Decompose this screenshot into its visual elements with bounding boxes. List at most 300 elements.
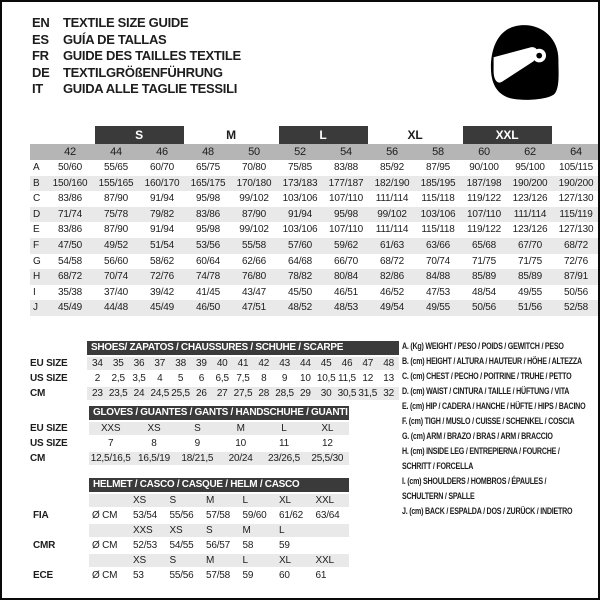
- size-value-cell: 72/76: [139, 269, 185, 285]
- helmet-size-label: L: [276, 523, 313, 538]
- language-title: TEXTILGRÖßENFÜHRUNG: [63, 64, 223, 80]
- spacer-cell: [30, 405, 89, 421]
- size-value-cell: 56/57: [203, 538, 240, 553]
- spacer-cell: [30, 144, 47, 160]
- size-value-cell: 61: [313, 568, 350, 582]
- size-value-cell: 12: [357, 371, 378, 386]
- language-code: EN: [32, 15, 50, 30]
- size-value-cell: 80/84: [323, 269, 369, 285]
- legend-item: [402, 444, 600, 474]
- size-value-cell: 91/94: [149, 224, 175, 236]
- size-value-cell: 53: [130, 568, 167, 582]
- size-value-cell: 111/114: [375, 224, 409, 236]
- row-label: I: [33, 286, 36, 298]
- size-column-header: 44: [93, 144, 139, 160]
- size-value-cell: 12,5/16,5: [90, 453, 131, 464]
- size-value-cell: 177/187: [323, 176, 369, 192]
- helmet-size-label: S: [167, 493, 204, 508]
- size-value-cell: L: [262, 421, 305, 436]
- language-row: [32, 32, 241, 49]
- size-value-cell: 107/110: [461, 207, 507, 223]
- size-value-cell: 51/54: [139, 238, 185, 254]
- size-value-cell: 58: [240, 538, 277, 553]
- size-value-cell: 10: [219, 436, 262, 451]
- helmet-size-label: XXS: [130, 523, 167, 538]
- size-value-cell: 57/58: [203, 508, 240, 523]
- helmet-size-header-row: [30, 523, 349, 538]
- size-value-cell: 65/75: [195, 162, 221, 173]
- row-label: B: [30, 176, 47, 192]
- size-value-cell: 6,5: [212, 371, 233, 386]
- size-value-cell: 48/54: [471, 286, 497, 298]
- legend-item: [402, 354, 600, 369]
- size-value-cell: 48/52: [277, 300, 323, 316]
- legend-item: [402, 399, 600, 414]
- size-value-cell: 26: [191, 386, 212, 400]
- legend-item: [402, 414, 600, 429]
- size-value-cell: 68/72: [553, 238, 599, 254]
- size-value-cell: 25,5: [171, 388, 190, 399]
- legend-item: [402, 369, 600, 384]
- size-value-cell: 123/126: [512, 224, 548, 236]
- size-value-cell: 47/50: [47, 238, 93, 254]
- row-label: CM: [30, 386, 87, 400]
- size-value-cell: 44/48: [93, 300, 139, 316]
- spacer-cell: [30, 493, 89, 508]
- size-number-row: [30, 144, 599, 160]
- helmet-size-label: S: [167, 553, 204, 568]
- size-value-cell: 23: [87, 386, 108, 400]
- measurement-row-a: [30, 160, 599, 176]
- size-value-cell: 103/106: [282, 193, 318, 205]
- size-value-cell: 82/86: [369, 269, 415, 285]
- size-value-cell: 111/114: [375, 193, 409, 205]
- size-value-cell: 47: [357, 356, 378, 371]
- size-value-cell: 50/56: [461, 300, 507, 316]
- measurement-row-h: [30, 269, 599, 285]
- helmet-size-label: M: [240, 523, 277, 538]
- helmet-size-label: XL: [276, 493, 313, 508]
- legend-line: D. (cm) WAIST / CINTURA / TAILLE / HÜFTUNG / VITA: [402, 386, 570, 396]
- size-value-cell: 190/200: [507, 176, 553, 192]
- size-value-cell: 67/70: [507, 238, 553, 254]
- helmet-size-label: [313, 523, 350, 538]
- helmet-value-row: [30, 568, 349, 582]
- size-value-cell: 46/51: [333, 286, 359, 298]
- size-value-cell: 48: [378, 356, 399, 371]
- helmet-size-table: [30, 476, 349, 582]
- size-value-cell: 11: [262, 436, 305, 451]
- size-value-cell: 71/75: [517, 255, 543, 267]
- unit-label: Ø CM: [89, 538, 130, 553]
- row-label: EU SIZE: [30, 421, 89, 436]
- measurement-row-c: [30, 191, 599, 207]
- size-value-cell: 64/68: [287, 255, 313, 267]
- size-value-cell: 119/122: [466, 193, 501, 205]
- size-value-cell: 8: [253, 371, 274, 386]
- size-value-cell: 99/102: [369, 207, 415, 223]
- row-label: US SIZE: [30, 436, 89, 451]
- size-value-cell: 160/170: [139, 176, 185, 192]
- size-value-cell: 3,5: [129, 371, 150, 386]
- size-value-cell: 30,5: [337, 388, 357, 399]
- language-row: [32, 48, 241, 65]
- row-label: C: [33, 193, 41, 205]
- size-value-cell: 46: [337, 356, 358, 371]
- size-value-cell: 90/100: [469, 162, 499, 173]
- size-value-cell: 155/165: [93, 176, 139, 192]
- size-value-cell: 70/74: [425, 255, 451, 267]
- size-value-cell: 29: [295, 386, 316, 400]
- size-value-cell: XL: [306, 421, 349, 436]
- legend-line: H. (cm) INSIDE LEG / ENTREPIERNA / FOURCHE /: [402, 446, 560, 456]
- size-value-cell: 103/106: [415, 207, 461, 223]
- size-value-cell: 46/52: [379, 286, 405, 298]
- size-value-cell: 87/90: [103, 193, 129, 205]
- language-titles: [32, 15, 241, 98]
- measurement-row-e: [30, 222, 599, 238]
- size-value-cell: 68/72: [47, 269, 93, 285]
- size-value-cell: 41/45: [195, 286, 221, 298]
- size-column-header: 48: [185, 144, 231, 160]
- size-value-cell: 127/130: [558, 224, 594, 236]
- language-row: [32, 15, 241, 32]
- language-row: [32, 81, 241, 98]
- size-column-header: 56: [369, 144, 415, 160]
- table-row: [30, 386, 399, 400]
- size-value-cell: 83/88: [333, 162, 359, 173]
- size-value-cell: 173/183: [277, 176, 323, 192]
- size-value-cell: 56/60: [103, 255, 129, 267]
- size-value-cell: 35/38: [57, 286, 83, 298]
- size-value-cell: 44: [295, 356, 316, 371]
- size-value-cell: 51/56: [507, 300, 553, 316]
- size-value-cell: M: [219, 421, 262, 436]
- size-value-cell: 34: [87, 356, 108, 371]
- spacer-cell: [30, 126, 93, 144]
- size-column-header: 50: [231, 144, 277, 160]
- size-value-cell: 75/85: [287, 162, 313, 173]
- size-value-cell: 107/110: [328, 224, 363, 236]
- size-value-cell: 27,5: [233, 388, 253, 399]
- size-value-cell: 10,5: [316, 373, 336, 384]
- size-value-cell: 79/82: [139, 207, 185, 223]
- language-code: FR: [32, 48, 49, 63]
- size-value-cell: 59: [240, 568, 277, 582]
- size-value-cell: 9: [176, 436, 219, 451]
- row-label: EU SIZE: [30, 356, 87, 371]
- size-group-l: L: [277, 126, 369, 144]
- language-row: [32, 65, 241, 82]
- size-value-cell: 83/86: [57, 193, 83, 205]
- language-code: IT: [32, 81, 43, 96]
- size-value-cell: 43: [274, 356, 295, 371]
- size-value-cell: 30: [316, 386, 337, 400]
- size-value-cell: 63/64: [313, 508, 350, 523]
- size-value-cell: 85/89: [507, 269, 553, 285]
- size-value-cell: 50/60: [57, 162, 83, 173]
- size-value-cell: 41: [233, 356, 254, 371]
- size-value-cell: 99/102: [239, 224, 269, 236]
- size-value-cell: 50/56: [563, 286, 589, 298]
- size-value-cell: 61/62: [276, 508, 313, 523]
- measurement-row-i: [30, 285, 599, 301]
- size-value-cell: 40: [212, 356, 233, 371]
- helmet-size-header-row: [30, 553, 349, 568]
- table-title-bar: HELMET / CASCO / CASQUE / HELM / CASCO: [89, 477, 349, 493]
- size-value-cell: 11,5: [338, 373, 356, 384]
- legend-line: G. (cm) ARM / BRAZO / BRAS / ARM / BRACCIO: [402, 431, 553, 441]
- size-value-cell: 7: [89, 436, 132, 451]
- size-value-cell: S: [176, 421, 219, 436]
- size-column-header: 60: [461, 144, 507, 160]
- size-value-cell: 107/110: [328, 193, 363, 205]
- size-value-cell: 115/119: [553, 207, 599, 223]
- spacer-cell: [89, 523, 130, 538]
- size-value-cell: 78/82: [277, 269, 323, 285]
- size-value-cell: 185/195: [415, 176, 461, 192]
- table-title-bar: GLOVES / GUANTES / GANTS / HANDSCHUHE / GUANTI: [89, 405, 349, 421]
- measurement-row-f: [30, 238, 599, 254]
- size-value-cell: 37/40: [103, 286, 129, 298]
- legend-item: [402, 504, 600, 519]
- size-column-header: 58: [415, 144, 461, 160]
- size-value-cell: 54/58: [57, 255, 83, 267]
- size-value-cell: 165/175: [185, 176, 231, 192]
- table-row: [30, 371, 399, 386]
- size-value-cell: 127/130: [558, 193, 594, 205]
- size-value-cell: 150/160: [47, 176, 93, 192]
- size-value-cell: 24,5: [150, 388, 170, 399]
- legend-line: F. (cm) TIGH / MUSLO / CUISSE / SCHENKEL / COSCIA: [402, 416, 575, 426]
- measurement-row-d: [30, 207, 599, 223]
- size-value-cell: 59/62: [323, 238, 369, 254]
- row-label: E: [33, 224, 40, 236]
- spacer-cell: [89, 553, 130, 568]
- size-value-cell: XS: [132, 421, 175, 436]
- size-value-cell: 49/54: [369, 300, 415, 316]
- size-value-cell: 99/102: [239, 193, 269, 205]
- size-value-cell: 37: [149, 356, 170, 371]
- size-group-xl: XL: [407, 128, 423, 142]
- size-value-cell: 62/66: [241, 255, 267, 267]
- size-value-cell: 6: [191, 371, 212, 386]
- legend-line: SCHULTERN / SPALLE: [402, 491, 475, 501]
- helmet-value-row: [30, 508, 349, 523]
- row-label: A: [33, 162, 40, 173]
- size-value-cell: 5: [170, 371, 191, 386]
- size-value-cell: 66/70: [333, 255, 359, 267]
- size-value-cell: 53/54: [130, 508, 167, 523]
- size-value-cell: 65/68: [461, 238, 507, 254]
- language-title: GUIDE DES TAILLES TEXTILE: [63, 48, 241, 63]
- language-title: GUÍA DE TALLAS: [63, 31, 167, 47]
- measurement-row-b: [30, 176, 599, 192]
- size-value-cell: 47/51: [231, 300, 277, 316]
- legend-item: [402, 429, 600, 444]
- size-value-cell: 53/56: [185, 238, 231, 254]
- helmet-size-label: XS: [130, 553, 167, 568]
- size-column-header: 54: [323, 144, 369, 160]
- size-value-cell: 74/78: [185, 269, 231, 285]
- helmet-size-label: M: [203, 553, 240, 568]
- size-group-s: S: [93, 126, 185, 144]
- size-value-cell: 13: [378, 371, 399, 386]
- racing-helmet-icon: [484, 17, 564, 107]
- helmet-size-header-row: [30, 493, 349, 508]
- size-value-cell: 27: [212, 386, 233, 400]
- size-value-cell: 59: [276, 538, 313, 553]
- size-value-cell: 182/190: [369, 176, 415, 192]
- standard-label: CMR: [30, 538, 89, 553]
- measurement-legend: [402, 339, 600, 519]
- size-value-cell: 48/53: [323, 300, 369, 316]
- standard-label: ECE: [30, 568, 89, 582]
- size-value-cell: 70/80: [241, 162, 267, 173]
- size-value-cell: 32: [378, 386, 399, 400]
- size-value-cell: 95/100: [515, 162, 545, 173]
- size-value-cell: 105/115: [558, 162, 593, 173]
- unit-label: Ø CM: [89, 568, 130, 582]
- textile-size-table: [30, 126, 599, 316]
- size-value-cell: 83/86: [185, 207, 231, 223]
- size-value-cell: 20/24: [219, 451, 262, 465]
- size-value-cell: 55/58: [231, 238, 277, 254]
- size-value-cell: 39/42: [149, 286, 175, 298]
- size-value-cell: 36: [129, 356, 150, 371]
- size-value-cell: 8: [132, 436, 175, 451]
- helmet-size-label: XXL: [313, 493, 350, 508]
- size-group-row: [30, 126, 599, 144]
- helmet-size-label: L: [240, 553, 277, 568]
- spacer-cell: [553, 126, 599, 144]
- row-label: US SIZE: [30, 371, 87, 386]
- size-value-cell: 39: [191, 356, 212, 371]
- legend-line: A. (Kg) WEIGHT / PESO / POIDS / GEWITCH / PESO: [402, 341, 564, 351]
- size-value-cell: 63/66: [415, 238, 461, 254]
- size-value-cell: 187/198: [461, 176, 507, 192]
- size-value-cell: 59/60: [240, 508, 277, 523]
- size-value-cell: 25,5/30: [306, 451, 349, 465]
- size-group-xxl: XXL: [461, 126, 553, 144]
- table-title-bar: SHOES/ ZAPATOS / CHAUSSURES / SCHUHE / SCARPE: [87, 340, 399, 356]
- size-value-cell: 123/126: [512, 193, 548, 205]
- size-value-cell: 49/55: [517, 286, 543, 298]
- size-value-cell: 87/95: [425, 162, 451, 173]
- legend-line: J. (cm) BACK / ESPALDA / DOS / ZURÜCK / INDIETRO: [402, 506, 573, 516]
- helmet-size-label: XS: [130, 493, 167, 508]
- size-value-cell: 55/56: [167, 568, 204, 582]
- size-value-cell: 45/49: [139, 300, 185, 316]
- size-value-cell: 70/74: [93, 269, 139, 285]
- size-column-header: 42: [47, 144, 93, 160]
- size-value-cell: 24: [129, 386, 150, 400]
- legend-item: [402, 474, 600, 504]
- size-value-cell: 190/200: [553, 176, 599, 192]
- size-value-cell: 18/21,5: [176, 451, 219, 465]
- size-value-cell: 2: [87, 371, 108, 386]
- spacer-cell: [89, 493, 130, 508]
- size-value-cell: 75/78: [93, 207, 139, 223]
- row-label: H: [30, 269, 47, 285]
- title-row: [30, 477, 349, 493]
- size-value-cell: 71/75: [471, 255, 497, 267]
- size-value-cell: 60/70: [149, 162, 175, 173]
- spacer-cell: [30, 340, 87, 356]
- size-value-cell: 83/86: [57, 224, 83, 236]
- spacer-cell: [30, 477, 89, 493]
- size-value-cell: 95/98: [195, 193, 221, 205]
- size-value-cell: 35: [108, 356, 129, 371]
- size-value-cell: 170/180: [231, 176, 277, 192]
- size-value-cell: 45: [316, 356, 337, 371]
- measurement-row-j: [30, 300, 599, 316]
- language-title: GUIDA ALLE TAGLIE TESSILI: [63, 81, 238, 96]
- size-value-cell: 61/63: [369, 238, 415, 254]
- size-value-cell: 85/89: [461, 269, 507, 285]
- size-value-cell: 115/118: [421, 193, 455, 205]
- legend-line: I. (cm) SHOULDERS / HOMBROS / ÉPAULES /: [402, 476, 547, 486]
- size-value-cell: 45/49: [47, 300, 93, 316]
- size-column-header: 62: [507, 144, 553, 160]
- size-value-cell: 76/80: [231, 269, 277, 285]
- size-value-cell: 60/64: [195, 255, 221, 267]
- size-value-cell: 95/98: [323, 207, 369, 223]
- spacer-cell: [30, 523, 89, 538]
- size-value-cell: 87/90: [231, 207, 277, 223]
- size-value-cell: 84/88: [415, 269, 461, 285]
- table-row: [30, 421, 349, 436]
- row-label: J: [30, 300, 47, 316]
- legend-item: [402, 384, 600, 399]
- spacer-cell: [30, 553, 89, 568]
- size-value-cell: 87/90: [103, 224, 129, 236]
- helmet-size-label: S: [203, 523, 240, 538]
- size-value-cell: 60: [276, 568, 313, 582]
- table-row: [30, 451, 349, 465]
- size-value-cell: 58/62: [149, 255, 175, 267]
- language-code: DE: [32, 64, 50, 80]
- size-value-cell: 119/122: [466, 224, 501, 236]
- legend-line: B. (cm) HEIGHT / ALTURA / HAUTEUR / HÖHE / ALTEZZA: [402, 356, 582, 366]
- title-row: [30, 405, 349, 421]
- size-value-cell: 115/118: [421, 224, 455, 236]
- size-value-cell: 31,5: [358, 388, 378, 399]
- row-label: G: [33, 255, 41, 267]
- helmet-size-label: L: [240, 493, 277, 508]
- helmet-size-label: XS: [167, 523, 204, 538]
- size-value-cell: 111/114: [507, 207, 553, 223]
- size-value-cell: 87/91: [553, 269, 599, 285]
- size-value-cell: 57/58: [203, 568, 240, 582]
- size-value-cell: 91/94: [149, 193, 175, 205]
- legend-line: C. (cm) CHEST / PECHO / POITRINE / TRUHE / PETTO: [402, 371, 572, 381]
- size-value-cell: 43/47: [241, 286, 267, 298]
- helmet-size-label: XL: [276, 553, 313, 568]
- size-value-cell: 103/106: [282, 224, 318, 236]
- size-value-cell: 46/50: [185, 300, 231, 316]
- size-value-cell: 7,5: [233, 371, 254, 386]
- size-value-cell: 85/92: [379, 162, 405, 173]
- size-value-cell: 68/72: [379, 255, 405, 267]
- size-value-cell: 49/55: [415, 300, 461, 316]
- gloves-size-table: [30, 404, 349, 465]
- helmet-size-label: M: [203, 493, 240, 508]
- shoes-size-table: [30, 339, 399, 400]
- size-value-cell: 57/60: [277, 238, 323, 254]
- unit-label: Ø CM: [89, 508, 130, 523]
- legend-line: SCHRITT / FORCELLA: [402, 461, 474, 471]
